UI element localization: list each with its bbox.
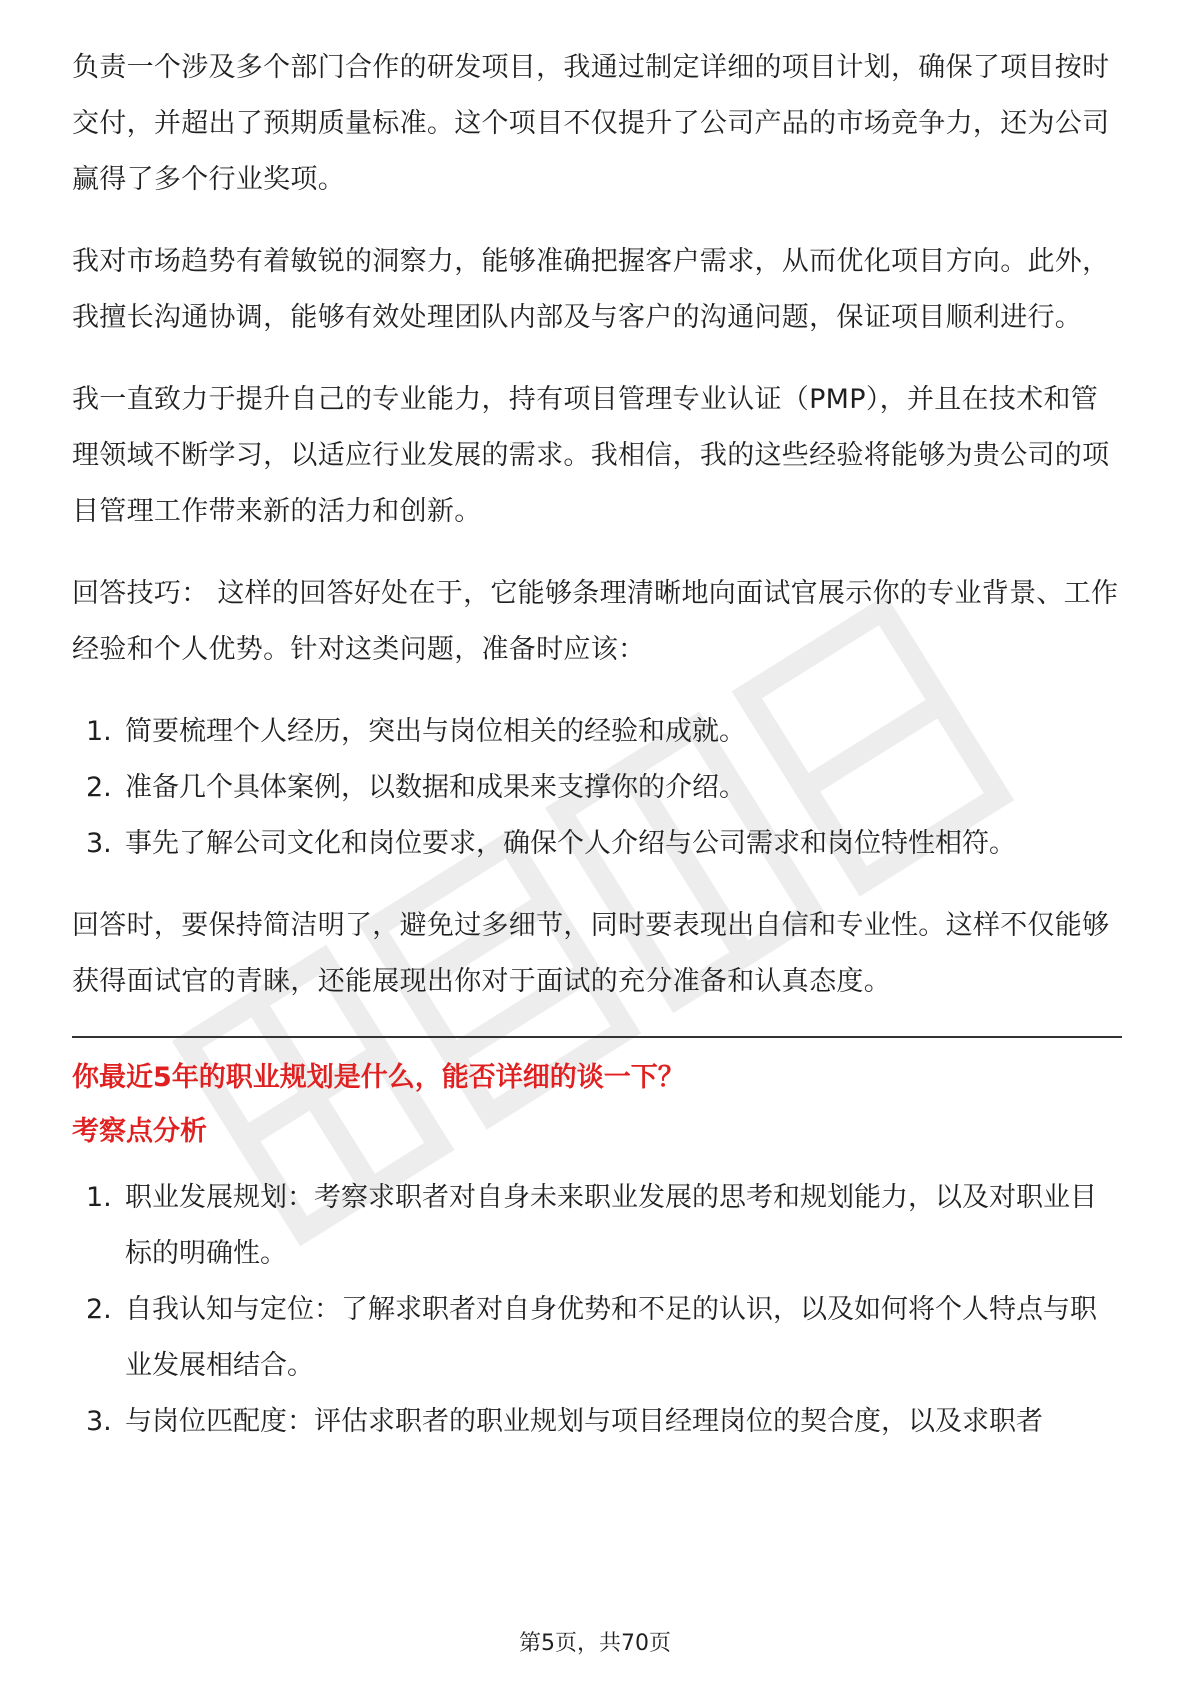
list-item bbox=[72, 760, 1122, 816]
list-item-text: 简要梳理个人经历，突出与岗位相关的经验和成就。 bbox=[125, 716, 746, 747]
paragraph-closing: 回答时，要保持简洁明了，避免过多细节，同时要表现出自信和专业性。这样不仅能够获得面试官的青睐，还能展现出你对于面试的充分准备和认真态度。 bbox=[72, 910, 1110, 997]
list-item bbox=[72, 1282, 1122, 1394]
list-item-text: 职业发展规划：考察求职者对自身未来职业发展的思考和规划能力，以及对职业目标的明确性。 bbox=[125, 1182, 1097, 1269]
analysis-heading: 考察点分析 bbox=[72, 1116, 207, 1147]
paragraph-answer-tips: 回答技巧： 这样的回答好处在于，它能够条理清晰地向面试官展示你的专业背景、工作经验和个人优势。针对这类问题，准备时应该： bbox=[72, 578, 1119, 665]
page-footer: 第5页，共70页 bbox=[519, 1631, 671, 1656]
list-number: 3. bbox=[86, 828, 112, 859]
list-item bbox=[72, 1170, 1122, 1282]
list-item-text: 准备几个具体案例，以数据和成果来支撑你的介绍。 bbox=[125, 772, 746, 803]
analysis-list bbox=[72, 1170, 1122, 1450]
list-number: 2. bbox=[86, 772, 112, 803]
paragraph-project-experience: 负责一个涉及多个部门合作的研发项目，我通过制定详细的项目计划，确保了项目按时交付，并超出了预期质量标准。这个项目不仅提升了公司产品的市场竞争力，还为公司赢得了多个行业奖项。 bbox=[72, 52, 1110, 195]
paragraph-professional-growth: 我一直致力于提升自己的专业能力，持有项目管理专业认证（PMP），并且在技术和管理领域不断学习，以适应行业发展的需求。我相信，我的这些经验将能够为贵公司的项目管理工作带来新的活力和创新。 bbox=[72, 384, 1110, 527]
list-number: 3. bbox=[86, 1406, 112, 1437]
section-divider bbox=[72, 1036, 1122, 1038]
list-number: 1. bbox=[86, 1182, 112, 1213]
list-item bbox=[72, 704, 1122, 760]
list-item-text: 事先了解公司文化和岗位要求，确保个人介绍与公司需求和岗位特性相符。 bbox=[125, 828, 1016, 859]
paragraph-market-insight: 我对市场趋势有着敏锐的洞察力，能够准确把握客户需求，从而优化项目方向。此外，我擅长沟通协调，能够有效处理团队内部及与客户的沟通问题，保证项目顺利进行。 bbox=[72, 246, 1110, 333]
document-page bbox=[72, 40, 1122, 1476]
list-item-text: 自我认知与定位：了解求职者对自身优势和不足的认识，以及如何将个人特点与职业发展相结合。 bbox=[125, 1294, 1097, 1381]
list-number: 1. bbox=[86, 716, 112, 747]
list-item-text: 与岗位匹配度：评估求职者的职业规划与项目经理岗位的契合度，以及求职者 bbox=[125, 1406, 1043, 1437]
list-number: 2. bbox=[86, 1294, 112, 1325]
question-heading: 你最近5年的职业规划是什么，能否详细的谈一下？ bbox=[72, 1062, 685, 1093]
list-item bbox=[72, 816, 1122, 872]
tips-list bbox=[72, 704, 1122, 872]
list-item bbox=[72, 1394, 1122, 1450]
